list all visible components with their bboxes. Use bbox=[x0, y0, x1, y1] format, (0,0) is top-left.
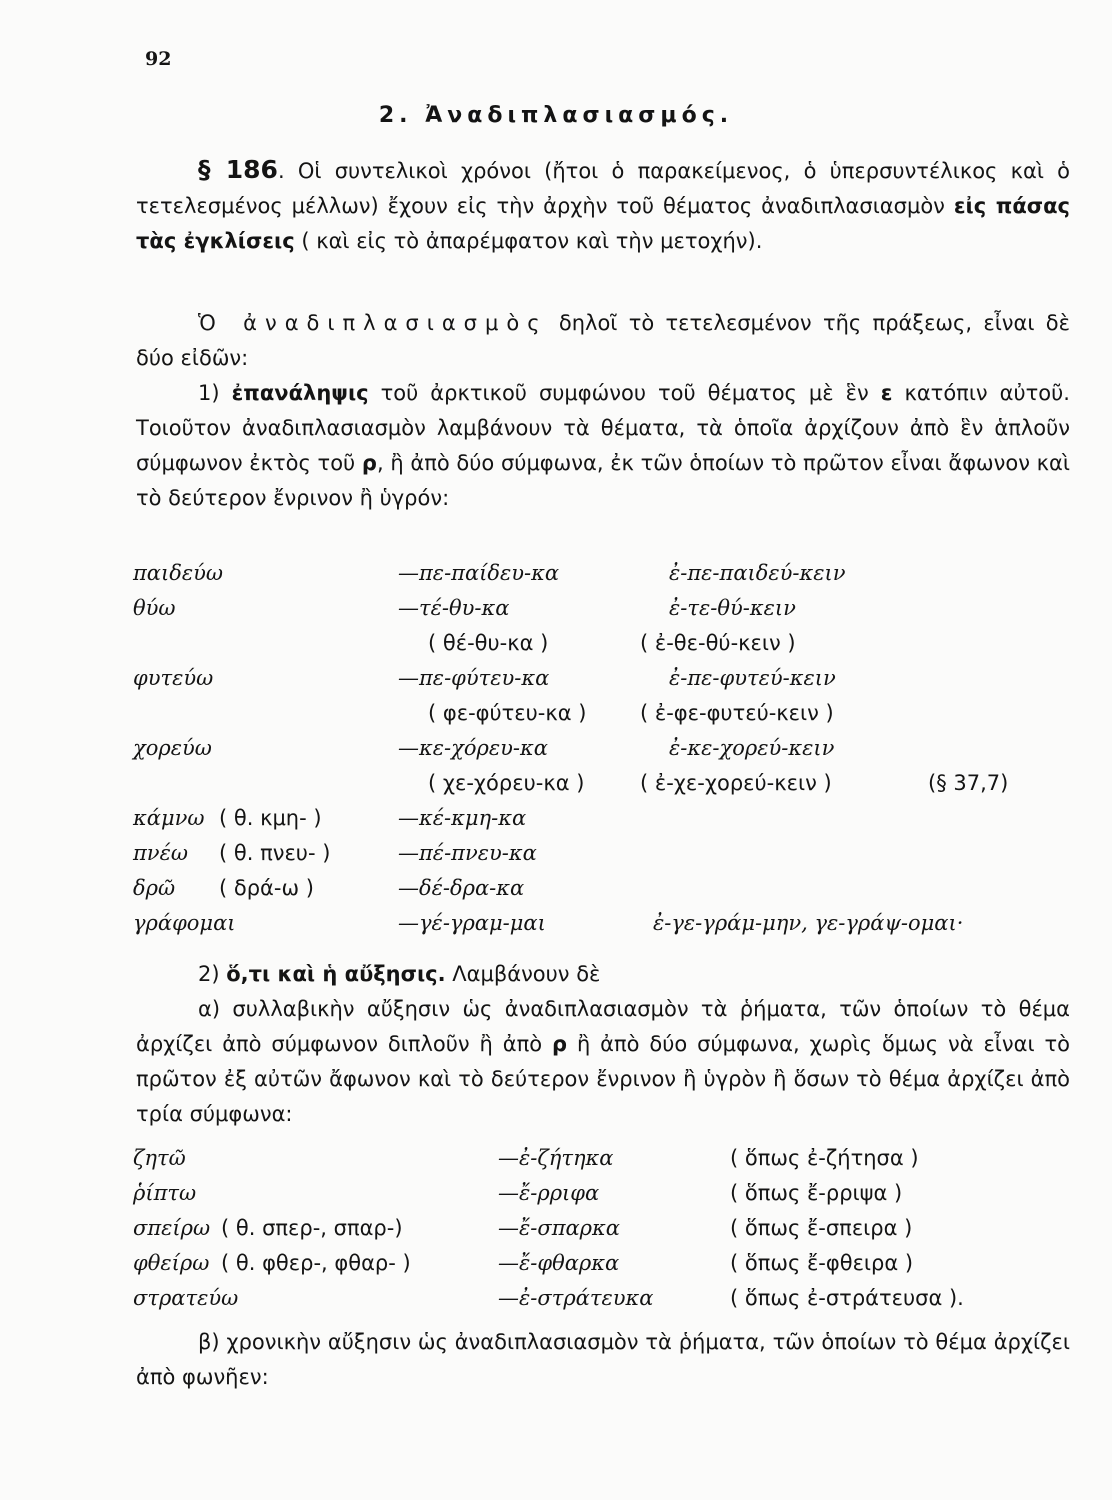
section-number: § 186 bbox=[198, 155, 278, 184]
list-item: πνέω ( θ. πνευ- ) —πέ-πνευ-κα bbox=[133, 841, 537, 865]
paragraph-type-2 bbox=[136, 957, 1070, 992]
example-list-1 bbox=[133, 561, 1093, 946]
list-item: ( χε-χόρευ-κα ) ( ἐ-χε-χορεύ-κειν ) (§ 37,7) bbox=[428, 771, 1009, 795]
paragraph-text: . Οἱ συντελικοὶ χρόνοι (ἤτοι ὁ παρακείμενος, ὁ ὑπερσυντέλικος καὶ ὁ τετελεσμένος μέλλων) ἔχουν εἰς τὴν ἀρχὴν τοῦ θέματος ἀναδιπλασιασμὸν bbox=[136, 159, 1070, 218]
bold-term: ὅ,τι καὶ ἡ αὔξησις. bbox=[226, 962, 446, 986]
paragraph-text: , ἢ ἀπὸ δύο σύμφωνα, ἐκ τῶν ὁποίων τὸ πρῶτον εἶναι ἄφωνον καὶ τὸ δεύτερον ἔνρινον ἢ ὑγρόν: bbox=[136, 451, 1070, 510]
list-item: χορεύω —κε-χόρευ-κα ἐ-κε-χορεύ-κειν bbox=[133, 736, 835, 760]
paragraph-beta bbox=[136, 1325, 1070, 1395]
paragraph-text: κατόπιν αὐτοῦ. Τοιοῦτον ἀναδιπλασιασμὸν λαμβάνουν τὰ θέματα, τὰ ὁποῖα ἀρχίζουν ἀπὸ ἓν ἁπλοῦν σύμφωνον ἐκτὸς τοῦ bbox=[136, 381, 1070, 475]
spaced-term: Ὁ ἀναδιπλασιασμὸς bbox=[198, 311, 548, 335]
list-item: ῥίπτω —ἔ-ρριφα ( ὅπως ἔ-ρριψα ) bbox=[133, 1181, 903, 1205]
example-list-2 bbox=[133, 1146, 1093, 1321]
paragraph-alpha bbox=[136, 992, 1070, 1132]
list-item: ( φε-φύτευ-κα ) ( ἐ-φε-φυτεύ-κειν ) bbox=[428, 701, 834, 725]
list-item: ζητῶ —ἐ-ζήτηκα ( ὅπως ἐ-ζήτησα ) bbox=[133, 1146, 919, 1170]
list-item: γράφομαι —γέ-γραμ-μαι ἐ-γε-γράμ-μην, γε-γράψ-ομαι· bbox=[133, 911, 964, 935]
list-item: δρῶ ( δρά-ω ) —δέ-δρα-κα bbox=[133, 876, 525, 900]
letter-rho: ρ bbox=[552, 1032, 568, 1056]
paragraph-text: τοῦ ἀρκτικοῦ συμφώνου τοῦ θέματος μὲ ἓν bbox=[368, 381, 881, 405]
paragraph-text: δηλοῖ τὸ τετελεσμένον τῆς πράξεως, εἶναι δὲ δύο εἰδῶν: bbox=[136, 311, 1071, 370]
item-number: 2) bbox=[198, 962, 227, 986]
paragraph-text: ( καὶ εἰς τὸ ἀπαρέμφατον καὶ τὴν μετοχήν). bbox=[294, 229, 763, 253]
letter-rho: ρ bbox=[361, 451, 377, 475]
paragraph-definition bbox=[136, 306, 1070, 376]
paragraph-186 bbox=[136, 152, 1070, 259]
item-number: 1) bbox=[198, 381, 232, 405]
bold-phrase: εἰς πάσας τὰς ἐγκλίσεις bbox=[136, 194, 1070, 253]
letter-epsilon: ε bbox=[880, 381, 893, 405]
paragraph-text: Λαμβάνουν δὲ bbox=[445, 962, 601, 986]
section-title: 2. Ἀναδιπλασιασμός. bbox=[378, 103, 734, 128]
list-item: φθείρω ( θ. φθερ-, φθαρ- ) —ἔ-φθαρκα ( ὅπως ἔ-φθειρα ) bbox=[133, 1251, 914, 1275]
paragraph-type-1 bbox=[136, 376, 1070, 516]
bold-term: ἐπανάληψις bbox=[231, 381, 369, 405]
page-number: 92 bbox=[145, 48, 172, 70]
list-item: σπείρω ( θ. σπερ-, σπαρ-) —ἔ-σπαρκα ( ὅπως ἔ-σπειρα ) bbox=[133, 1216, 913, 1240]
list-item: φυτεύω —πε-φύτευ-κα ἐ-πε-φυτεύ-κειν bbox=[133, 666, 836, 690]
paragraph-text: α) συλλαβικὴν αὔξησιν ὡς ἀναδιπλασιασμὸν τὰ ῥήματα, τῶν ὁποίων τὸ θέμα ἀρχίζει ἀπὸ σύμφωνον διπλοῦν ἢ ἀπὸ bbox=[136, 997, 1070, 1056]
list-item: παιδεύω —πε-παίδευ-κα ἐ-πε-παιδεύ-κειν bbox=[133, 561, 846, 585]
paragraph-text: ἢ ἀπὸ δύο σύμφωνα, χωρὶς ὅμως νὰ εἶναι τὸ πρῶτον ἐξ αὐτῶν ἄφωνον καὶ τὸ δεύτερον ἔνρινον ἢ ὑγρὸν ἢ ὅσων τὸ θέμα ἀρχίζει ἀπὸ τρία σύμφωνα: bbox=[136, 1032, 1070, 1126]
list-item: θύω —τέ-θυ-κα ἐ-τε-θύ-κειν bbox=[133, 596, 796, 620]
paragraph-text: β) χρονικὴν αὔξησιν ὡς ἀναδιπλασιασμὸν τὰ ῥήματα, τῶν ὁποίων τὸ θέμα ἀρχίζει ἀπὸ φωνῆεν: bbox=[136, 1330, 1070, 1389]
list-item: ( θέ-θυ-κα ) ( ἐ-θε-θύ-κειν ) bbox=[428, 631, 796, 655]
list-item: στρατεύω —ἐ-στράτευκα ( ὅπως ἐ-στράτευσα ). bbox=[133, 1286, 964, 1310]
list-item: κάμνω ( θ. κμη- ) —κέ-κμη-κα bbox=[133, 806, 527, 830]
